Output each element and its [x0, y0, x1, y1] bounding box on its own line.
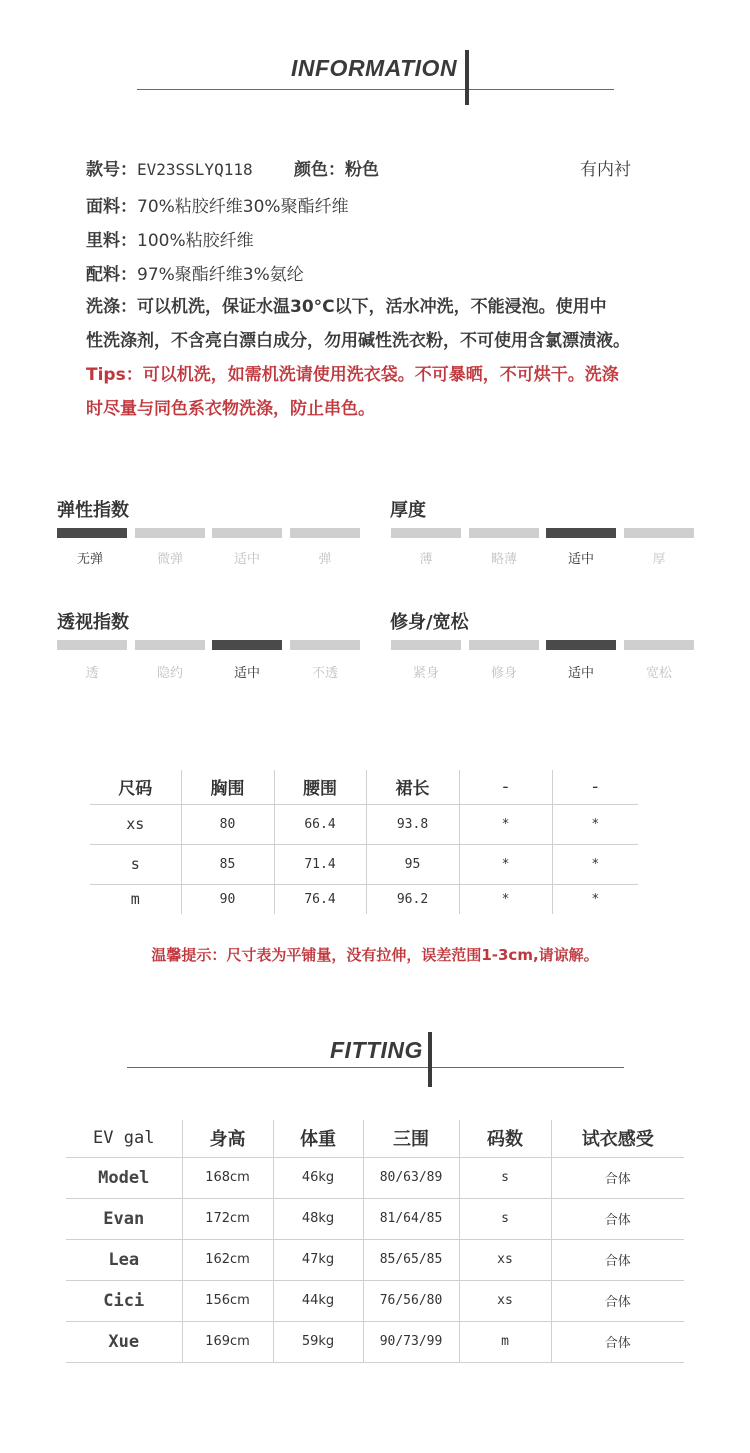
size-header-cell: - [552, 770, 638, 804]
table-cell: 46kg [273, 1157, 363, 1198]
table-cell: 80/63/89 [363, 1157, 459, 1198]
index-level-bar [624, 528, 694, 538]
color-value: 粉色 [345, 160, 379, 180]
table-cell: 48kg [273, 1198, 363, 1239]
table-cell: 合体 [551, 1157, 684, 1198]
table-cell: 76.4 [274, 884, 366, 914]
table-row [66, 1239, 684, 1280]
index-title: 厚度 [390, 500, 426, 521]
table-cell: 44kg [273, 1280, 363, 1321]
index-title: 弹性指数 [57, 500, 129, 521]
size-header-cell: 裙长 [366, 770, 459, 804]
index-level-bar [391, 528, 461, 538]
style-number: EV23SSLYQ118 [137, 160, 253, 179]
tips-line-2: 时尽量与同色系衣物洗涤，防止串色。 [86, 399, 375, 419]
size-header-cell: - [459, 770, 552, 804]
index-level-label: 修身 [490, 666, 517, 681]
table-cell: 95 [366, 844, 459, 884]
fitting-divider [127, 1067, 624, 1068]
index-level-label: 适中 [567, 666, 594, 681]
table-row [66, 1321, 684, 1362]
table-cell: 169cm [182, 1321, 273, 1362]
fitting-table-header [66, 1120, 684, 1157]
table-cell: * [552, 884, 638, 914]
table-cell: 90 [181, 884, 274, 914]
fitting-header-cell: 身高 [182, 1120, 273, 1157]
index-level-label: 略薄 [490, 552, 517, 567]
fitting-table [66, 1120, 684, 1363]
index-title: 透视指数 [57, 612, 129, 633]
table-cell: 93.8 [366, 804, 459, 844]
size-header-cell: 尺码 [118, 779, 153, 800]
index-level-bar [212, 640, 282, 650]
table-cell: 81/64/85 [363, 1198, 459, 1239]
wash-line-2: 性洗涤剂，不含亮白漂白成分，勿用碱性洗衣粉，不可使用含氯漂渍液。 [86, 331, 630, 351]
table-cell: 172cm [182, 1198, 273, 1239]
table-row [66, 1157, 684, 1198]
size-note: 温馨提示：尺寸表为平铺量，没有拉伸，误差范围1-3cm,请谅解。 [151, 946, 599, 964]
table-cell: * [552, 804, 638, 844]
index-level-bar [290, 640, 360, 650]
index-level-label: 无弹 [76, 552, 103, 567]
index-title: 修身/宽松 [390, 612, 469, 633]
index-level-label: 宽松 [645, 666, 672, 681]
fitting-header-cell: 试衣感受 [551, 1120, 684, 1157]
table-cell: 合体 [551, 1239, 684, 1280]
table-cell: 85/65/85 [363, 1239, 459, 1280]
table-cell: 90/73/99 [363, 1321, 459, 1362]
index-level-label: 弹 [318, 552, 332, 567]
index-level-bar [391, 640, 461, 650]
table-cell: 162cm [182, 1239, 273, 1280]
table-cell: 71.4 [274, 844, 366, 884]
size-label: m [90, 884, 181, 914]
table-row [90, 844, 638, 884]
table-cell: 96.2 [366, 884, 459, 914]
index-level-label: 薄 [419, 552, 433, 567]
wash-line-1: 洗涤：可以机洗，保证水温30°C以下，活水冲洗，不能浸泡。使用中 [86, 297, 607, 317]
index-level-bar [212, 528, 282, 538]
model-name: Lea [66, 1239, 182, 1280]
lining-note: 有内衬 [580, 160, 631, 180]
table-cell: m [459, 1321, 551, 1362]
table-cell: 80 [181, 804, 274, 844]
size-header-cell: 胸围 [181, 770, 274, 804]
model-name: Xue [66, 1321, 182, 1362]
information-title: INFORMATION [291, 55, 458, 81]
index-level-label: 适中 [233, 666, 260, 681]
table-row [90, 804, 638, 844]
information-accent-bar [465, 50, 469, 105]
index-level-label: 适中 [233, 552, 260, 567]
table-cell: 59kg [273, 1321, 363, 1362]
table-cell: 76/56/80 [363, 1280, 459, 1321]
fitting-header-cell: 体重 [273, 1120, 363, 1157]
tips-line-1: Tips：可以机洗，如需机洗请使用洗衣袋。不可暴晒，不可烘干。洗涤 [86, 365, 619, 385]
index-level-label: 隐约 [156, 666, 183, 681]
table-cell: * [459, 884, 552, 914]
lining-line: 里料：100%粘胶纤维 [86, 231, 254, 251]
fabric-line: 面料：70%粘胶纤维30%聚酯纤维 [86, 197, 349, 217]
table-cell: xs [459, 1239, 551, 1280]
table-cell: 合体 [551, 1198, 684, 1239]
table-cell: * [459, 804, 552, 844]
table-cell: 合体 [551, 1321, 684, 1362]
index-level-label: 微弹 [156, 552, 183, 567]
table-cell: 156cm [182, 1280, 273, 1321]
size-table-header [90, 770, 638, 804]
size-label: xs [90, 804, 181, 844]
index-level-bar [290, 528, 360, 538]
fitting-header-cell: 三围 [363, 1120, 459, 1157]
table-cell: s [459, 1198, 551, 1239]
model-name: Evan [66, 1198, 182, 1239]
table-cell: 85 [181, 844, 274, 884]
index-level-label: 紧身 [412, 666, 439, 681]
index-level-label: 透 [85, 666, 99, 681]
index-level-label: 厚 [652, 552, 666, 567]
index-level-bar [624, 640, 694, 650]
table-cell: * [459, 844, 552, 884]
index-level-bar [546, 640, 616, 650]
index-level-bar [57, 528, 127, 538]
fitting-title: FITTING [330, 1037, 423, 1063]
fitting-accent-bar [428, 1032, 432, 1087]
information-divider [137, 89, 614, 90]
table-cell: 168cm [182, 1157, 273, 1198]
table-cell: 47kg [273, 1239, 363, 1280]
index-level-bar [546, 528, 616, 538]
index-level-bar [469, 640, 539, 650]
table-cell: 合体 [551, 1280, 684, 1321]
model-name: Cici [66, 1280, 182, 1321]
index-level-bar [135, 640, 205, 650]
index-level-bar [57, 640, 127, 650]
table-row [90, 884, 638, 914]
index-level-label: 适中 [567, 552, 594, 567]
table-cell: 66.4 [274, 804, 366, 844]
size-table [90, 770, 638, 914]
model-name: Model [66, 1157, 182, 1198]
style-color-line: 款号：EV23SSLYQ118 颜色：粉色 [86, 160, 379, 180]
table-cell: xs [459, 1280, 551, 1321]
trim-line: 配料：97%聚酯纤维3%氨纶 [86, 265, 304, 285]
index-level-bar [135, 528, 205, 538]
index-level-bar [469, 528, 539, 538]
index-level-label: 不透 [311, 666, 338, 681]
size-header-cell: 腰围 [274, 770, 366, 804]
table-row [66, 1198, 684, 1239]
fitting-header-cell: 码数 [459, 1120, 551, 1157]
size-label: s [90, 844, 181, 884]
table-cell: s [459, 1157, 551, 1198]
fitting-header-cell: EV gal [93, 1128, 155, 1149]
table-row [66, 1280, 684, 1321]
table-cell: * [552, 844, 638, 884]
